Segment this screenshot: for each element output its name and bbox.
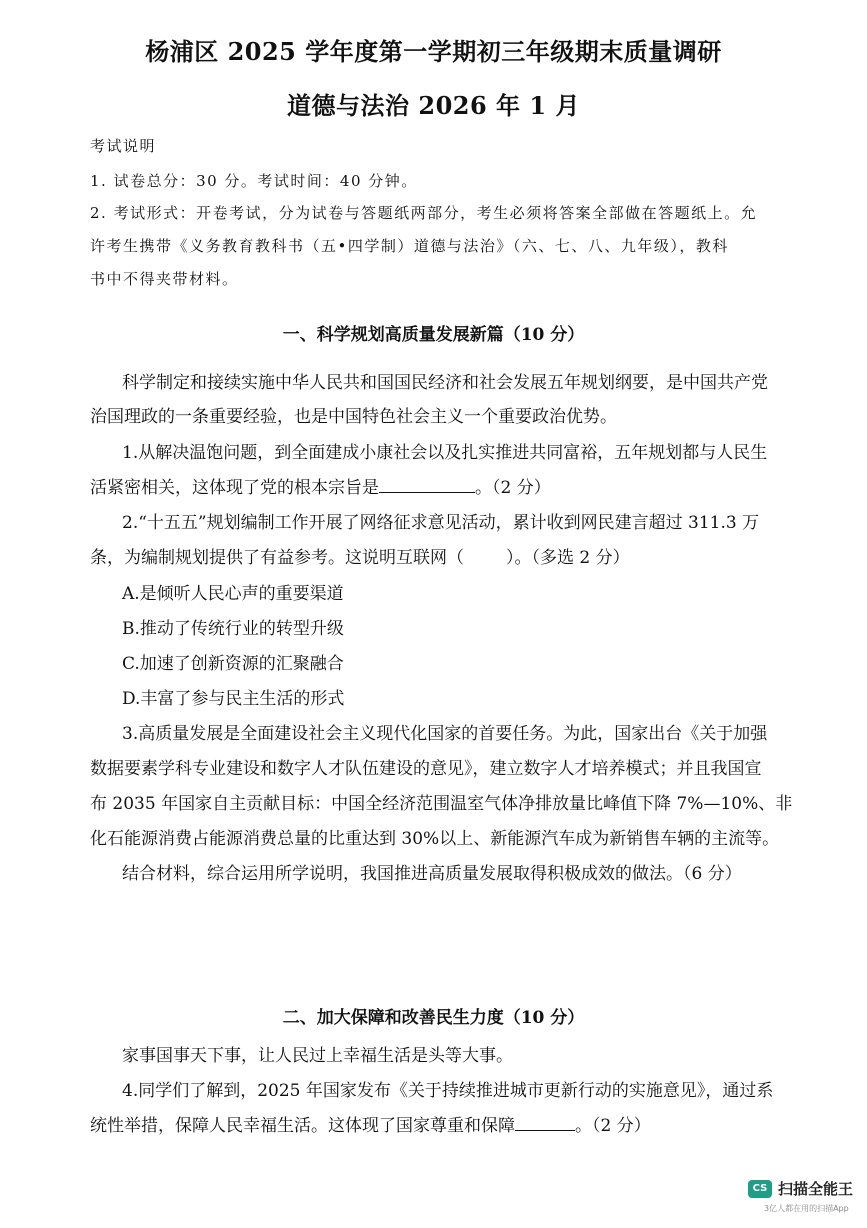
scanner-app-name: 扫描全能王: [778, 1180, 854, 1198]
question-text: 活紧密相关，这体现了党的根本宗旨是: [90, 478, 379, 498]
answer-blank: [379, 476, 475, 493]
section-heading: 一、科学规划高质量发展新篇（10 分）: [282, 325, 585, 345]
exam-title: 杨浦区 2025 学年度第一学期初三年级期末质量调研: [145, 37, 722, 66]
question-1: 1.从解决温饱问题，到全面建成小康社会以及扎实推进共同富裕，五年规划都与人民生: [122, 443, 768, 463]
scanner-logo-icon: CS: [748, 1180, 772, 1198]
instructions-heading: 考试说明: [90, 137, 157, 155]
option-a: A.是倾听人民心声的重要渠道: [122, 584, 344, 604]
question-score: 。（2 分）: [475, 478, 551, 498]
option-c: C.加速了创新资源的汇聚融合: [122, 654, 344, 674]
question-4-cont: [90, 1111, 651, 1136]
question-2: 2.“十五五”规划编制工作开展了网络征求意见活动，累计收到网民建言超过 311.3 万: [122, 513, 760, 533]
scanner-watermark: [748, 1178, 853, 1199]
question-1-cont: [90, 473, 551, 498]
question-3: 3.高质量发展是全面建设社会主义现代化国家的首要任务。为此，国家出台《关于加强: [122, 724, 768, 744]
instructions-line: 1. 试卷总分：30 分。考试时间：40 分钟。: [90, 172, 418, 190]
question-3-cont: 数据要素学科专业建设和数字人才队伍建设的意见》，建立数字人才培养模式；并且我国宣: [90, 759, 762, 779]
section-heading: 二、加大保障和改善民生力度（10 分）: [282, 1008, 585, 1028]
answer-blank: [515, 1114, 575, 1131]
question-4: 4.同学们了解到，2025 年国家发布《关于持续推进城市更新行动的实施意见》，通过系: [122, 1081, 774, 1101]
scanner-tagline: 3亿人都在用的扫描App: [764, 1204, 849, 1213]
question-text: 统性举措，保障人民幸福生活。这体现了国家尊重和保障: [90, 1116, 515, 1136]
option-d: D.丰富了参与民主生活的形式: [122, 689, 345, 709]
question-2-cont: [90, 543, 630, 568]
question-3-cont: 布 2035 年国家自主贡献目标：中国全经济范围温室气体净排放量比峰值下降 7%—10%、非: [90, 794, 793, 814]
option-b: B.推动了传统行业的转型升级: [122, 619, 344, 639]
instructions-line: 2. 考试形式：开卷考试，分为试卷与答题纸两部分，考生必须将答案全部做在答题纸上。允: [90, 204, 758, 222]
material-text: 家事国事天下事，让人民过上幸福生活是头等大事。: [122, 1046, 513, 1066]
question-3-prompt: 结合材料，综合运用所学说明，我国推进高质量发展取得积极成效的做法。（6 分）: [122, 864, 742, 884]
exam-subtitle: 道德与法治 2026 年 1 月: [287, 91, 580, 120]
question-3-cont: 化石能源消费占能源消费总量的比重达到 30%以上、新能源汽车成为新销售车辆的主流等。: [90, 829, 780, 849]
material-text: 科学制定和接续实施中华人民共和国国民经济和社会发展五年规划纲要，是中国共产党: [122, 373, 768, 393]
question-score: ）。（多选 2 分）: [506, 548, 630, 568]
question-text: 条，为编制规划提供了有益参考。这说明互联网（: [90, 548, 464, 568]
material-text: 治国理政的一条重要经验，也是中国特色社会主义一个重要政治优势。: [90, 407, 617, 427]
instructions-line: 书中不得夹带材料。: [90, 270, 239, 288]
question-score: 。（2 分）: [575, 1116, 651, 1136]
instructions-line: 许考生携带《义务教育教科书（五•四学制）道德与法治》（六、七、八、九年级），教科: [90, 237, 729, 255]
